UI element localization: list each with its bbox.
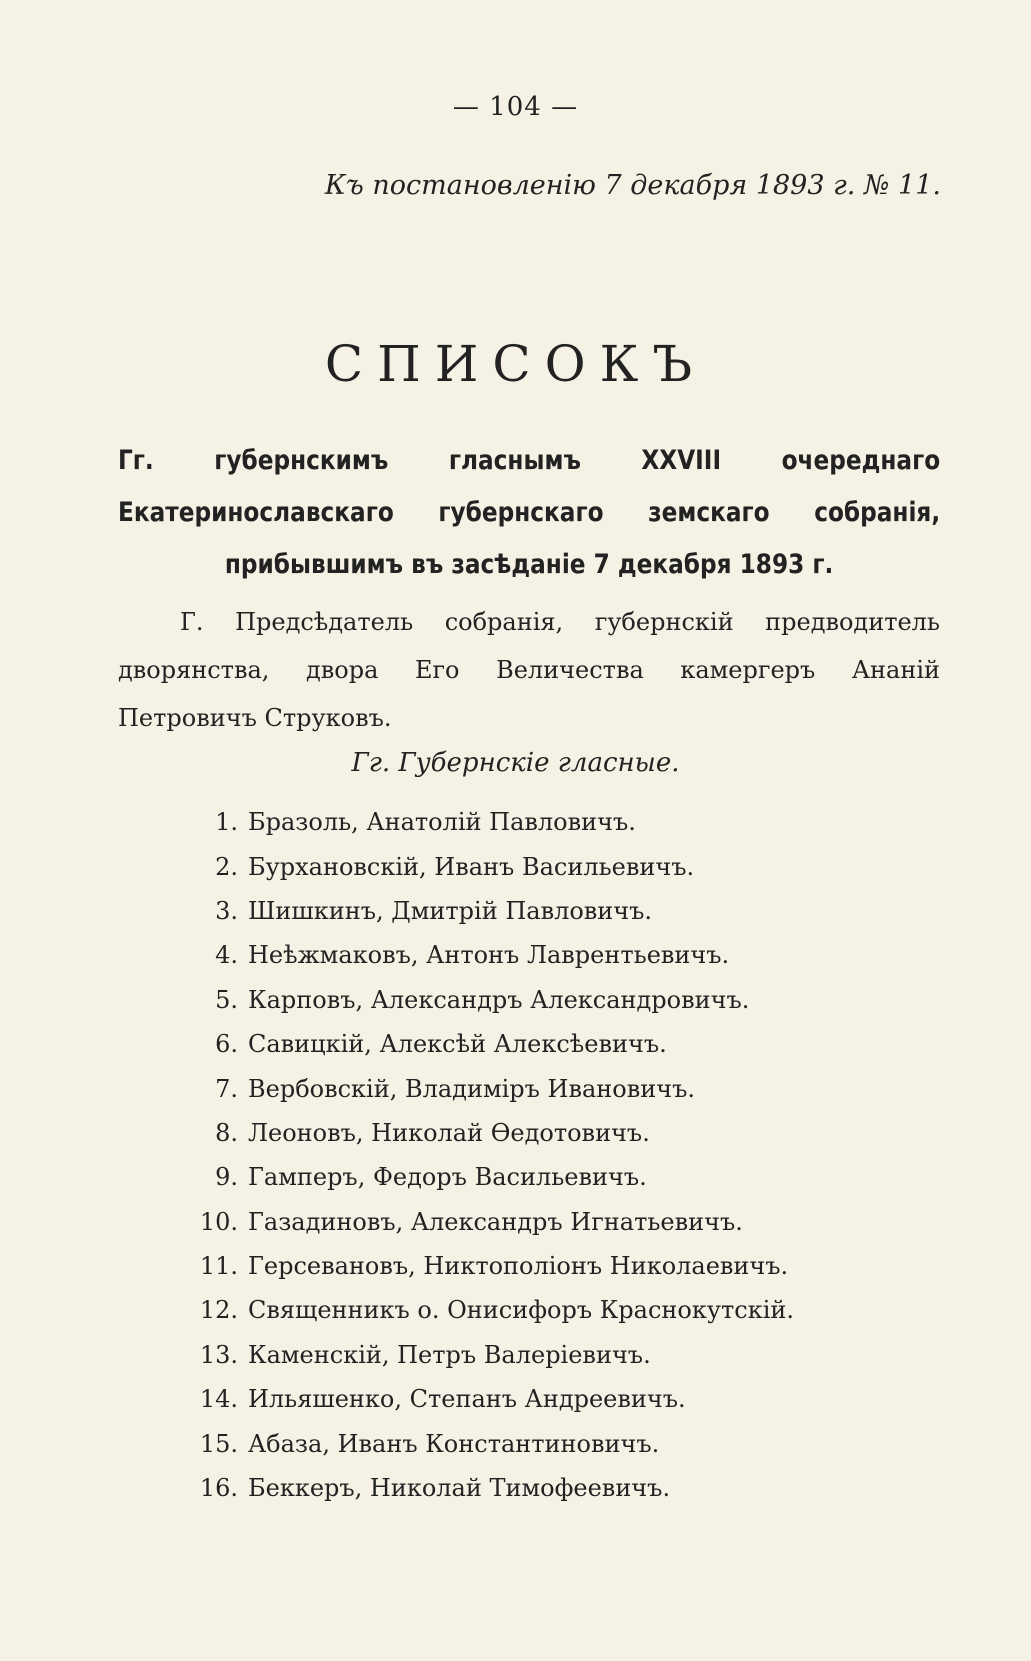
- resolution-reference: Къ постановленію 7 декабря 1893 г. № 11.: [324, 170, 941, 201]
- list-item: [180, 1333, 960, 1377]
- member-name: Герсевановъ, Никтополіонъ Николаевичъ.: [248, 1252, 789, 1281]
- list-item: [180, 933, 960, 977]
- member-name: Вербовскій, Владиміръ Ивановичъ.: [248, 1074, 696, 1103]
- member-number: 8.: [215, 1118, 238, 1147]
- list-item: [180, 1377, 960, 1421]
- member-number: 2.: [215, 852, 238, 881]
- list-item: [180, 1155, 960, 1199]
- member-number: 3.: [215, 896, 238, 925]
- member-name: Ильяшенко, Степанъ Андреевичъ.: [248, 1385, 686, 1414]
- members-list: [180, 800, 960, 1510]
- chairman-paragraph: Г. Предсѣдатель собранія, губернскій предводитель дворянства, двора Его Величества камергеръ Ананій Петровичъ Струковъ.: [118, 608, 940, 732]
- member-number: 11.: [199, 1252, 238, 1281]
- member-number: 14.: [199, 1385, 238, 1414]
- list-item: [180, 1288, 960, 1332]
- member-name: Неѣжмаковъ, Антонъ Лаврентьевичъ.: [248, 941, 730, 970]
- member-number: 16.: [199, 1474, 238, 1503]
- list-item: [180, 1421, 960, 1465]
- member-name: Каменскій, Петръ Валеріевичъ.: [248, 1340, 651, 1369]
- member-name: Карповъ, Александръ Александровичъ.: [248, 985, 750, 1014]
- member-name: Газадиновъ, Александръ Игнатьевичъ.: [248, 1207, 743, 1236]
- member-number: 5.: [215, 985, 238, 1014]
- member-name: Беккеръ, Николай Тимофеевичъ.: [248, 1474, 671, 1503]
- list-item: [180, 1466, 960, 1510]
- member-number: 9.: [215, 1163, 238, 1192]
- page-number: — 104 —: [452, 92, 579, 122]
- member-number: 12.: [199, 1296, 238, 1325]
- member-number: 15.: [199, 1429, 238, 1458]
- list-item: [180, 978, 960, 1022]
- list-item: [180, 1066, 960, 1110]
- member-name: Гамперъ, Федоръ Васильевичъ.: [248, 1163, 647, 1192]
- list-item: [180, 844, 960, 888]
- list-item: [180, 1200, 960, 1244]
- member-name: Бурхановскій, Иванъ Васильевичъ.: [248, 852, 695, 881]
- member-number: 7.: [215, 1074, 238, 1103]
- member-number: 1.: [215, 808, 238, 837]
- list-item: [180, 1244, 960, 1288]
- document-subtitle: Гг. губернскимъ гласнымъ XXVIII очереднаго Екатеринославскаго губернскаго земскаго собранія, прибывшимъ въ засѣданіе 7 декабря 1893 г.: [118, 445, 941, 580]
- list-item: [180, 1022, 960, 1066]
- list-item: [180, 1111, 960, 1155]
- member-name: Савицкій, Алексѣй Алексѣевичъ.: [248, 1030, 667, 1059]
- member-number: 4.: [215, 941, 238, 970]
- document-title: СПИСОКЪ: [324, 335, 707, 393]
- list-item: [180, 889, 960, 933]
- member-name: Леоновъ, Николай Өедотовичъ.: [248, 1118, 650, 1147]
- member-number: 6.: [215, 1030, 238, 1059]
- member-name: Шишкинъ, Дмитрій Павловичъ.: [248, 896, 653, 925]
- member-name: Бразоль, Анатолій Павловичъ.: [248, 808, 636, 837]
- member-number: 13.: [199, 1340, 238, 1369]
- section-heading: Гг. Губернскіе гласные.: [351, 748, 680, 778]
- list-item: [180, 800, 960, 844]
- member-name: Абаза, Иванъ Константиновичъ.: [248, 1429, 660, 1458]
- member-name: Священникъ о. Онисифоръ Краснокутскій.: [248, 1296, 794, 1325]
- member-number: 10.: [199, 1207, 238, 1236]
